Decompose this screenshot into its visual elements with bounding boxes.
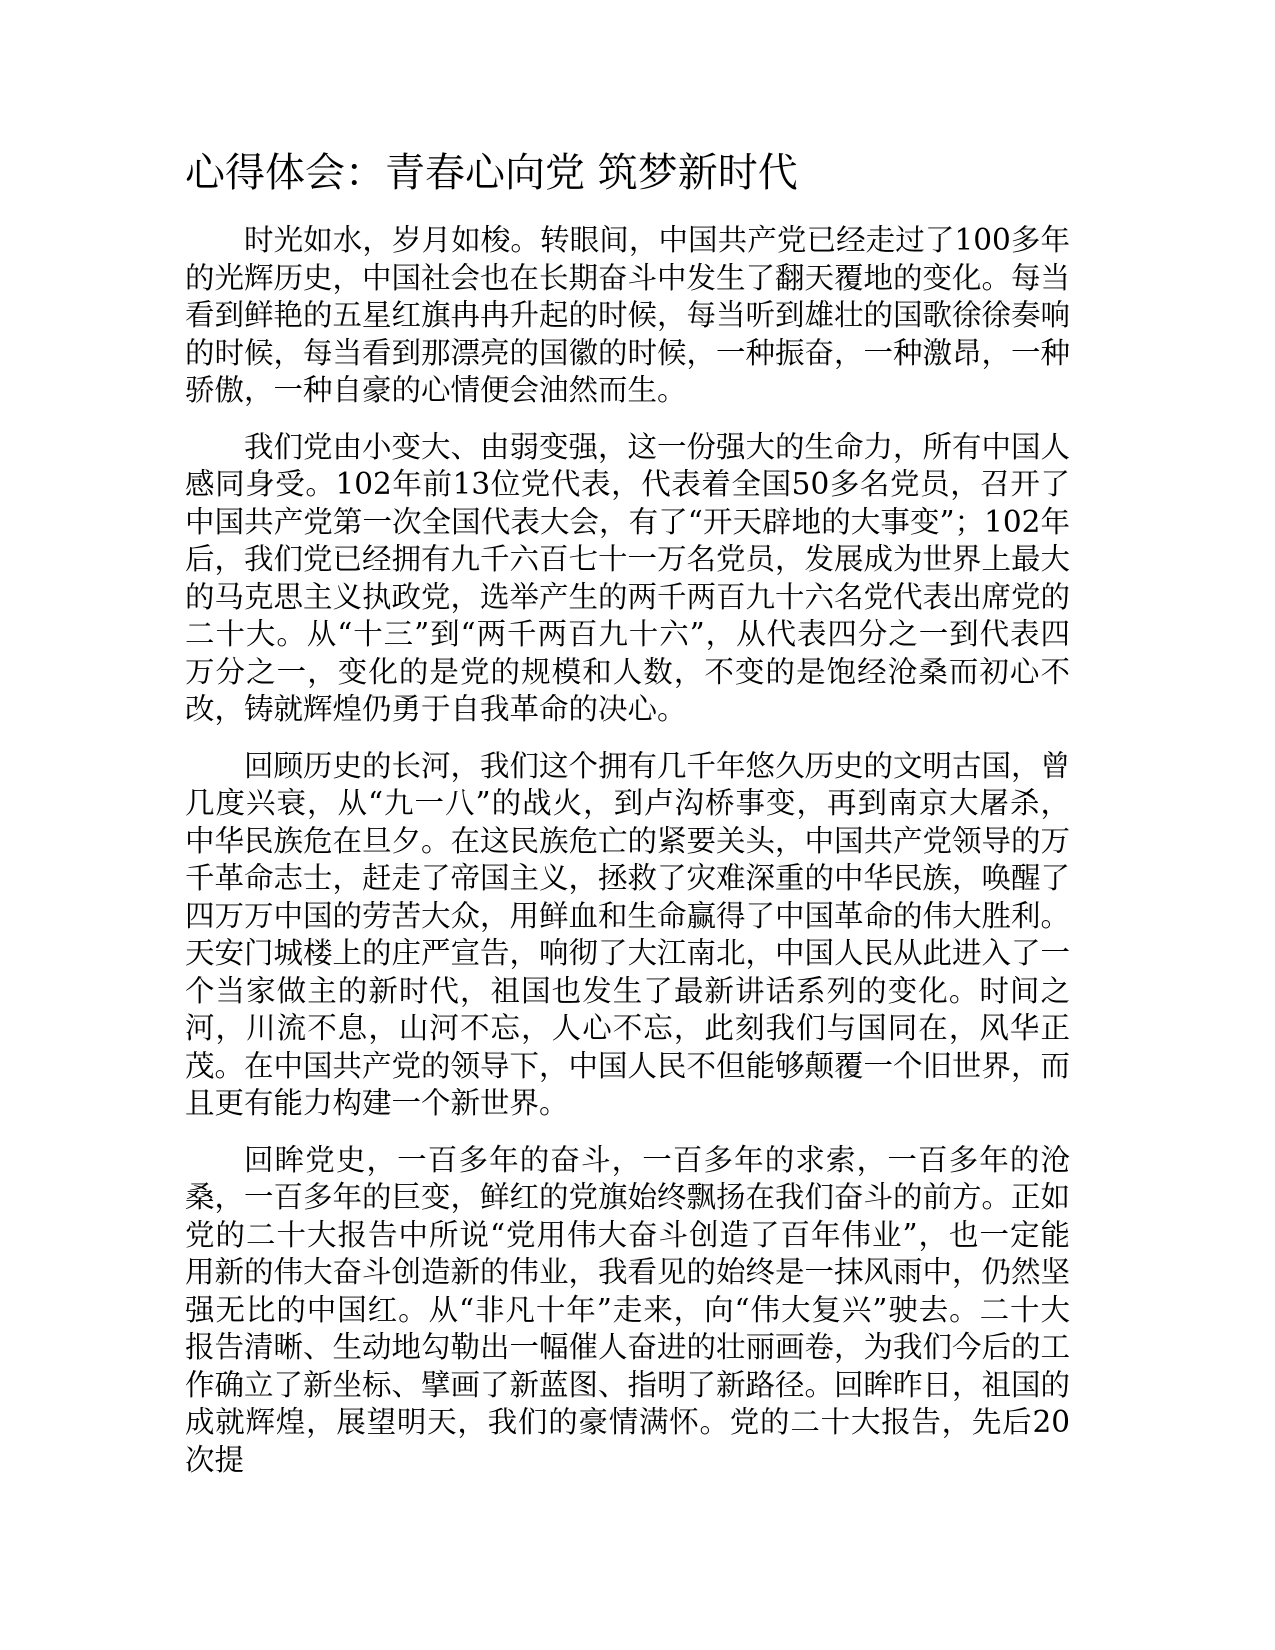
- document-title: 心得体会：青春心向党 筑梦新时代: [185, 150, 798, 196]
- paragraph-2: 我们党由小变大、由弱变强，这一份强大的生命力，所有中国人感同身受。102年前13位党代表，代表着全国50多名党员，召开了中国共产党第一次全国代表大会，有了“开天辟地的大事变”；102年后，我们党已经拥有九千六百七十一万名党员，发展成为世界上最大的马克思主义执政党，选举产生的两千两百九十六名党代表出席党的二十大。从“十三”到“两千两百九十六”，从代表四分之一到代表四万分之一，变化的是党的规模和人数，不变的是饱经沧桑而初心不改，铸就辉煌仍勇于自我革命的决心。: [185, 429, 1071, 726]
- document-body: [185, 222, 1070, 1498]
- paragraph-1: 时光如水，岁月如梭。转眼间，中国共产党已经走过了100多年的光辉历史，中国社会也在长期奋斗中发生了翻天覆地的变化。每当看到鲜艳的五星红旗冉冉升起的时候，每当听到雄壮的国歌徐徐奏响的时候，每当看到那漂亮的国徽的时候，一种振奋，一种激昂，一种骄傲，一种自豪的心情便会油然而生。: [185, 223, 1071, 407]
- paragraph-3: 回顾历史的长河，我们这个拥有几千年悠久历史的文明古国，曾几度兴衰，从“九一八”的战火，到卢沟桥事变，再到南京大屠杀，中华民族危在旦夕。在这民族危亡的紧要关头，中国共产党领导的万千革命志士，赶走了帝国主义，拯救了灾难深重的中华民族，唤醒了四万万中国的劳苦大众，用鲜血和生命赢得了中国革命的伟大胜利。天安门城楼上的庄严宣告，响彻了大江南北，中国人民从此进入了一个当家做主的新时代，祖国也发生了最新讲话系列的变化。时间之河，川流不息，山河不忘，人心不忘，此刻我们与国同在，风华正茂。在中国共产党的领导下，中国人民不但能够颠覆一个旧世界，而且更有能力构建一个新世界。: [185, 748, 1071, 1120]
- paragraph-4: 回眸党史，一百多年的奋斗，一百多年的求索，一百多年的沧桑，一百多年的巨变，鲜红的党旗始终飘扬在我们奋斗的前方。正如党的二十大报告中所说“党用伟大奋斗创造了百年伟业”，也一定能用新的伟大奋斗创造新的伟业，我看见的始终是一抹风雨中，仍然坚强无比的中国红。从“非凡十年”走来，向“伟大复兴”驶去。二十大报告清晰、生动地勾勒出一幅催人奋进的壮丽画卷，为我们今后的工作确立了新坐标、擘画了新蓝图、指明了新路径。回眸昨日，祖国的成就辉煌，展望明天，我们的豪情满怀。党的二十大报告，先后20次提: [185, 1142, 1071, 1477]
